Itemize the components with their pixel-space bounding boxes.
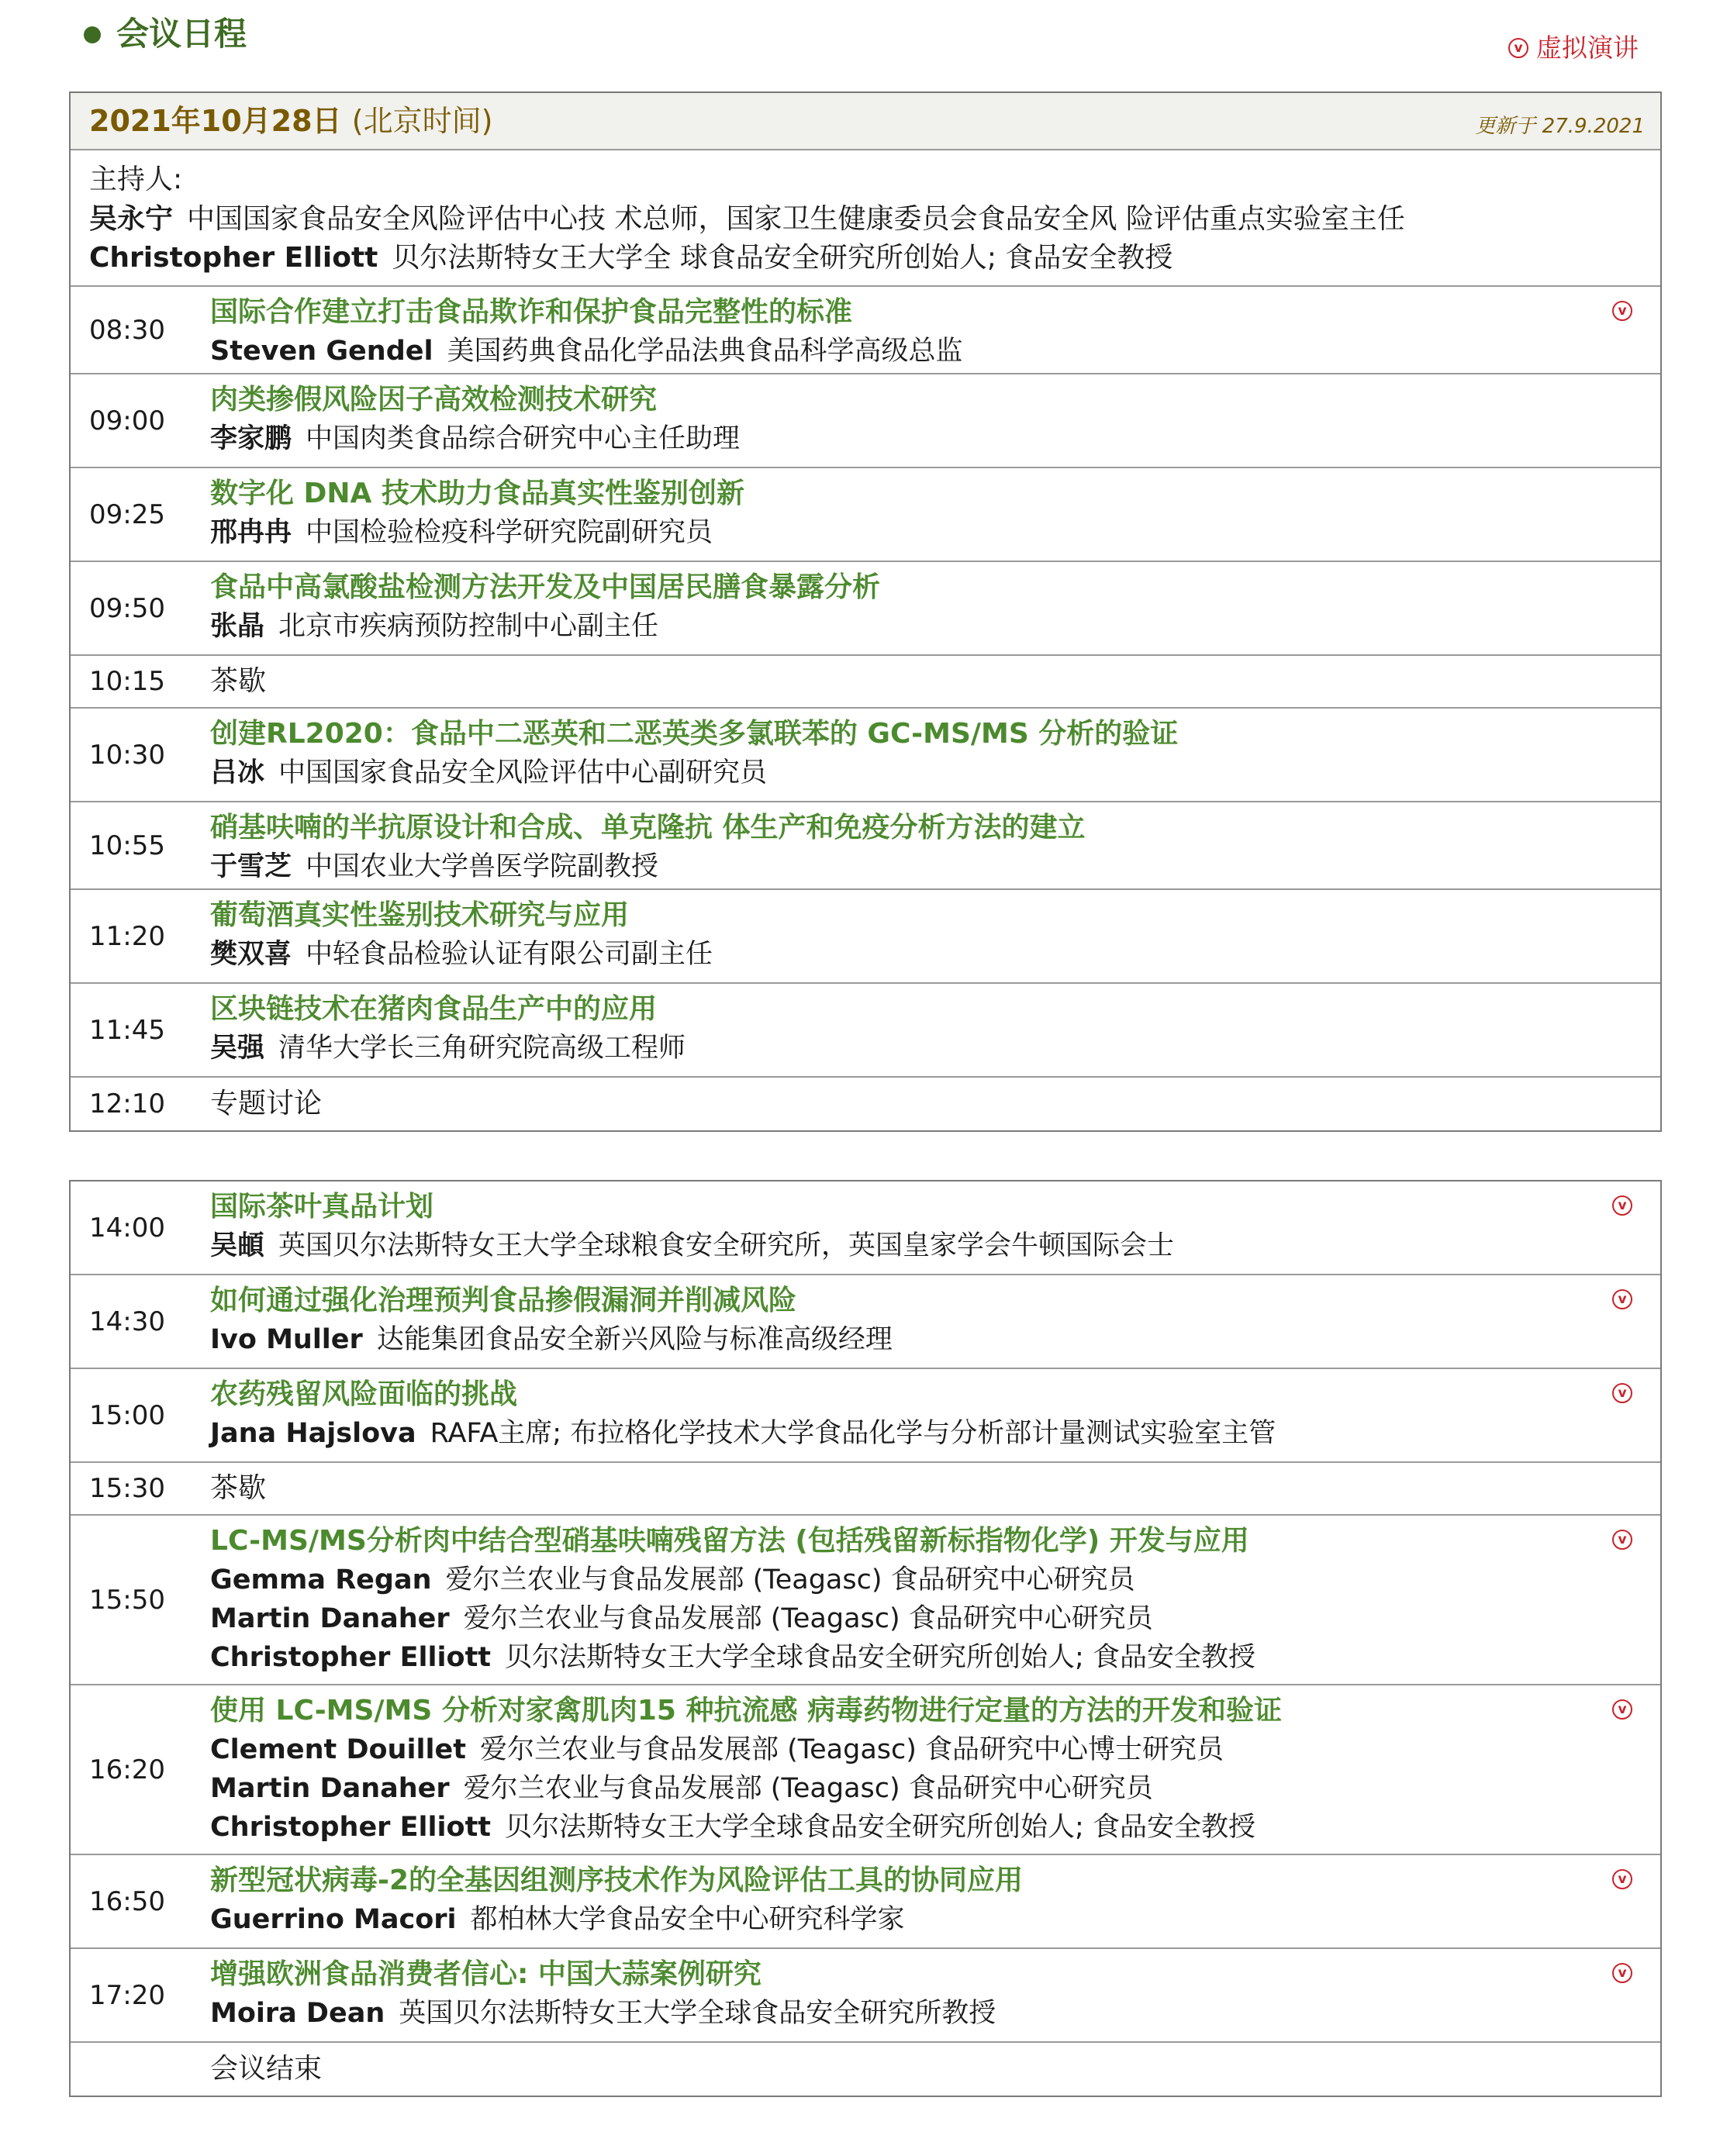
talk-title: 区块链技术在猪肉食品生产中的应用 (210, 993, 658, 1025)
talk-content (210, 474, 1614, 552)
hosts-section (71, 150, 1660, 287)
talk-title: 肉类掺假风险因子高效检测技术研究 (210, 384, 658, 416)
speaker-name: Christopher Elliott (210, 1812, 492, 1843)
speaker-name: 吴頔 (210, 1230, 265, 1261)
agenda-row (71, 1516, 1660, 1685)
speaker-name: 邢冉冉 (210, 517, 292, 548)
speaker-name: Jana Hajslova (210, 1418, 416, 1449)
host-line (89, 239, 1642, 278)
speaker-name: Clement Douillet (210, 1734, 466, 1765)
break-label: 会议结束 (210, 2053, 323, 2085)
time-slot: 15:30 (89, 1473, 165, 1504)
speaker-line (210, 1226, 1614, 1265)
speaker-line (210, 754, 1614, 792)
speaker-affiliation: 北京市疾病预防控制中心副主任 (278, 611, 659, 642)
agenda-row (71, 1181, 1660, 1275)
speaker-affiliation: 贝尔法斯特女王大学全球食品安全研究所创始人; 食品安全教授 (505, 1812, 1255, 1843)
speaker-affiliation: 都柏林大学食品安全中心研究科学家 (470, 1904, 905, 1935)
session-rows (71, 287, 1660, 1130)
speaker-name: Guerrino Macori (210, 1904, 457, 1935)
speaker-line (210, 1769, 1614, 1808)
speaker-line (210, 1029, 1614, 1068)
speaker-affiliation: 爱尔兰农业与食品发展部 (Teagasc) 食品研究中心研究员 (445, 1564, 1135, 1595)
talk-content (210, 293, 1614, 371)
speaker-name: 吕冰 (210, 757, 265, 788)
virtual-talk-icon: v (1612, 1383, 1632, 1403)
speaker-name: Christopher Elliott (210, 1642, 492, 1673)
agenda-row (71, 984, 1660, 1078)
break-label: 茶歇 (210, 665, 267, 697)
break-row (71, 1078, 1660, 1130)
timezone-text: (北京时间) (351, 104, 493, 138)
talk-title: 国际茶叶真品计划 (210, 1191, 434, 1223)
time-slot: 10:30 (89, 739, 165, 771)
virtual-talk-icon: v (1612, 1530, 1632, 1550)
speaker-line (210, 935, 1614, 974)
speaker-name: Ivo Muller (210, 1324, 363, 1355)
talk-content (210, 1375, 1614, 1453)
break-row (71, 2043, 1660, 2096)
agenda-row (71, 562, 1660, 656)
talk-content (210, 1188, 1614, 1265)
agenda-row (71, 1855, 1660, 1949)
speaker-line (210, 1561, 1614, 1599)
talk-content (210, 568, 1614, 646)
talk-title: 如何通过强化治理预判食品掺假漏洞并削减风险 (210, 1285, 797, 1316)
talk-content (210, 809, 1614, 886)
bullet-icon (84, 26, 101, 43)
virtual-talk-icon: v (1612, 1699, 1632, 1720)
virtual-talk-icon: v (1612, 1289, 1632, 1309)
agenda-row (71, 1275, 1660, 1369)
talk-title: 国际合作建立打击食品欺诈和保护食品完整性的标准 (210, 296, 853, 328)
speaker-line (210, 1994, 1614, 2033)
virtual-legend (1508, 29, 1639, 67)
time-slot: 08:30 (89, 314, 165, 346)
speaker-line (210, 332, 1614, 371)
speaker-name: 李家鹏 (210, 423, 292, 454)
updated-note: 更新于 27.9.2021 (1475, 115, 1645, 138)
speaker-affiliation: 中轻食品检验认证有限公司副主任 (306, 939, 713, 970)
talk-title: 食品中高氯酸盐检测方法开发及中国居民膳食暴露分析 (210, 571, 881, 603)
host-name: 吴永宁 (89, 203, 174, 235)
time-slot: 09:00 (89, 405, 165, 436)
speaker-affiliation: 爱尔兰农业与食品发展部 (Teagasc) 食品研究中心博士研究员 (479, 1734, 1224, 1765)
agenda-row (71, 890, 1660, 984)
speaker-line (210, 847, 1614, 886)
virtual-talk-icon: v (1612, 1963, 1632, 1983)
speaker-line (210, 1730, 1614, 1769)
speaker-line (210, 1638, 1614, 1677)
session-rows (71, 1181, 1660, 2096)
speaker-line (210, 607, 1614, 646)
virtual-talk-icon: v (1612, 1195, 1632, 1216)
talk-title: 增强欧洲食品消费者信心: 中国大蒜案例研究 (210, 1958, 762, 1990)
talk-content (210, 896, 1614, 974)
afternoon-session-table (69, 1180, 1662, 2097)
speaker-name: Gemma Regan (210, 1564, 432, 1595)
talk-title: 创建RL2020：食品中二恶英和二恶英类多氯联苯的 GC-MS/MS 分析的验证 (210, 718, 1179, 750)
agenda-row (71, 468, 1660, 562)
speaker-affiliation: 美国药典食品化学品法典食品科学高级总监 (447, 336, 963, 367)
speaker-affiliation: 达能集团食品安全新兴风险与标准高级经理 (376, 1324, 893, 1355)
talk-title: 葡萄酒真实性鉴别技术研究与应用 (210, 899, 630, 931)
talk-content (210, 1955, 1614, 2033)
time-slot: 17:20 (89, 1979, 165, 2011)
talk-title: 硝基呋喃的半抗原设计和合成、单克隆抗 体生产和免疫分析方法的建立 (210, 812, 1086, 843)
talk-content (210, 1282, 1614, 1359)
page-header (0, 0, 1713, 85)
speaker-line (210, 1599, 1614, 1638)
speaker-affiliation: 爱尔兰农业与食品发展部 (Teagasc) 食品研究中心研究员 (463, 1773, 1153, 1804)
speaker-affiliation: 中国检验检疫科学研究院副研究员 (306, 517, 713, 548)
agenda-row (71, 1949, 1660, 2043)
host-name: Christopher Elliott (89, 242, 378, 274)
speaker-line (210, 1320, 1614, 1359)
speaker-line (210, 513, 1614, 552)
time-slot: 16:20 (89, 1754, 165, 1785)
speaker-affiliation: 英国贝尔法斯特女王大学全球食品安全研究所教授 (399, 1998, 996, 2029)
agenda-row (71, 374, 1660, 468)
hosts-label: 主持人: (89, 164, 183, 195)
agenda-row (71, 802, 1660, 890)
speaker-affiliation: 英国贝尔法斯特女王大学全球粮食安全研究所，英国皇家学会牛顿国际会士 (278, 1230, 1175, 1261)
talk-content (210, 1522, 1614, 1677)
time-slot: 10:55 (89, 830, 165, 861)
speaker-affiliation: 贝尔法斯特女王大学全球食品安全研究所创始人; 食品安全教授 (505, 1642, 1255, 1673)
speaker-affiliation: 爱尔兰农业与食品发展部 (Teagasc) 食品研究中心研究员 (463, 1603, 1153, 1634)
session-date (89, 102, 492, 140)
agenda-row (71, 1369, 1660, 1463)
speaker-name: 樊双喜 (210, 939, 292, 970)
talk-content (210, 1692, 1614, 1847)
time-slot: 09:50 (89, 592, 165, 624)
speaker-name: Martin Danaher (210, 1603, 450, 1634)
speaker-affiliation: 中国肉类食品综合研究中心主任助理 (306, 423, 741, 454)
speaker-line (210, 419, 1614, 458)
speaker-affiliation: RAFA主席; 布拉格化学技术大学食品化学与分析部计量测试实验室主管 (430, 1418, 1276, 1449)
time-slot: 15:00 (89, 1399, 165, 1431)
break-label: 茶歇 (210, 1472, 267, 1504)
time-slot: 14:30 (89, 1306, 165, 1337)
virtual-talk-icon: v (1612, 301, 1632, 321)
host-line (89, 200, 1642, 239)
time-slot: 16:50 (89, 1885, 165, 1917)
talk-content (210, 381, 1614, 458)
v-circle-icon: v (1508, 38, 1528, 58)
talk-title: LC-MS/MS分析肉中结合型硝基呋喃残留方法 (包括残留新标指物化学) 开发与应用 (210, 1525, 1249, 1557)
page-title: 会议日程 (116, 15, 247, 53)
speaker-name: 于雪芝 (210, 851, 292, 882)
speaker-line (210, 1414, 1614, 1453)
time-slot: 11:20 (89, 920, 165, 952)
time-slot: 09:25 (89, 498, 165, 530)
break-row (71, 656, 1660, 709)
time-slot: 12:10 (89, 1088, 165, 1119)
talk-title: 使用 LC-MS/MS 分析对家禽肌肉15 种抗流感 病毒药物进行定量的方法的开发和验证 (210, 1695, 1283, 1727)
morning-session-table (69, 91, 1662, 1132)
speaker-line (210, 1900, 1614, 1939)
talk-title: 农药残留风险面临的挑战 (210, 1378, 518, 1410)
agenda-row (71, 287, 1660, 374)
time-slot: 15:50 (89, 1584, 165, 1616)
speaker-name: 吴强 (210, 1033, 265, 1064)
speaker-line (210, 1808, 1614, 1847)
talk-content (210, 715, 1614, 792)
time-slot: 11:45 (89, 1014, 165, 1046)
date-bar (71, 93, 1660, 150)
speaker-affiliation: 清华大学长三角研究院高级工程师 (278, 1033, 686, 1064)
talk-content (210, 990, 1614, 1068)
break-label: 专题讨论 (210, 1088, 323, 1119)
host-affiliation: 中国国家食品安全风险评估中心技 术总师，国家卫生健康委员会食品安全风 险评估重点实验室主任 (187, 203, 1405, 235)
speaker-name: Moira Dean (210, 1998, 385, 2029)
speaker-name: 张晶 (210, 611, 265, 642)
host-affiliation: 贝尔法斯特女王大学全 球食品安全研究所创始人; 食品安全教授 (392, 242, 1173, 274)
break-row (71, 1463, 1660, 1516)
talk-content (210, 1861, 1614, 1939)
talk-title: 新型冠状病毒-2的全基因组测序技术作为风险评估工具的协同应用 (210, 1865, 1023, 1896)
agenda-row (71, 1685, 1660, 1855)
speaker-affiliation: 中国国家食品安全风险评估中心副研究员 (278, 757, 768, 788)
time-slot: 10:15 (89, 666, 165, 697)
speaker-name: Steven Gendel (210, 336, 433, 367)
speaker-name: Martin Danaher (210, 1773, 450, 1804)
speaker-affiliation: 中国农业大学兽医学院副教授 (306, 851, 659, 882)
time-slot: 14:00 (89, 1212, 165, 1244)
virtual-legend-label: 虚拟演讲 (1536, 33, 1639, 63)
talk-title: 数字化 DNA 技术助力食品真实性鉴别创新 (210, 478, 744, 509)
agenda-row (71, 709, 1660, 802)
virtual-talk-icon: v (1612, 1869, 1632, 1889)
date-text: 2021年10月28日 (89, 104, 342, 138)
